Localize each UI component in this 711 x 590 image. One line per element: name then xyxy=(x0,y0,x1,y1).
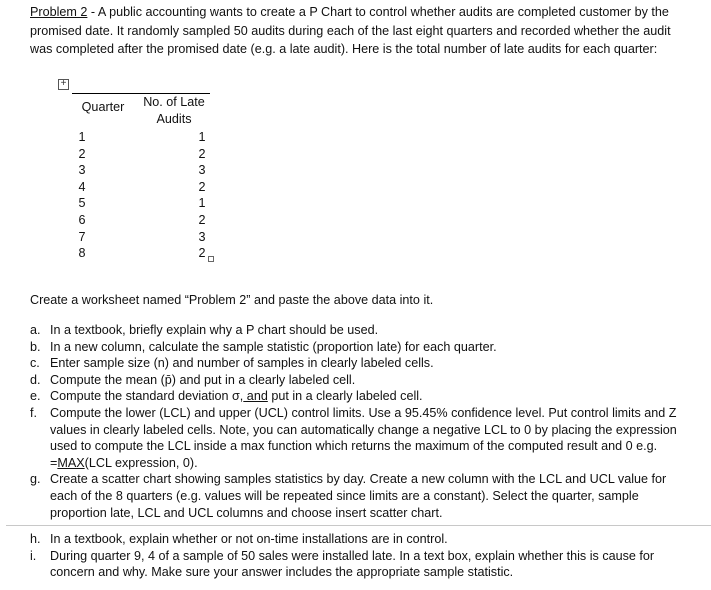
instruction-text: Create a worksheet named “Problem 2” and paste the above data into it. xyxy=(30,293,434,307)
table-cell-quarter: 2 xyxy=(78,146,86,161)
table-cell-quarter: 5 xyxy=(78,196,86,211)
table-cell-quarter: 7 xyxy=(78,229,86,244)
task-list xyxy=(30,322,690,521)
list-item-label: h. xyxy=(30,532,41,546)
list-item-label: g. xyxy=(30,472,41,487)
table-cell-late: 3 xyxy=(198,229,206,244)
list-item-text: Enter sample size (n) and number of samples in clearly labeled cells. xyxy=(50,356,434,371)
list-item-text: Compute the mean (p̄) and put in a clearly labeled cell. xyxy=(50,372,356,387)
list-item xyxy=(30,372,690,389)
late-audits-header-line1: No. of Late xyxy=(143,95,205,109)
table-resize-handle[interactable] xyxy=(208,256,214,262)
list-item-label: f. xyxy=(30,405,37,420)
list-item-label: e. xyxy=(30,389,41,404)
table-cell-quarter: 1 xyxy=(78,130,86,144)
list-item-label: a. xyxy=(30,323,41,337)
list-item xyxy=(30,339,690,356)
late-audits-column-header xyxy=(134,94,214,127)
list-item-text: In a textbook, explain whether or not on-time installations are in control. xyxy=(50,532,448,546)
problem-intro: - A public accounting wants to create a P Chart to control whether audits are completed customer by the promised date. It randomly sampled 50 audits during each of the last eight quarters and recorded whether the audit was completed after the promised date (e.g. a late audit). Here is the total number of late audits for each quarter: xyxy=(30,5,671,57)
list-item xyxy=(30,355,690,372)
task-list-continued xyxy=(30,531,690,581)
table-cell-quarter: 6 xyxy=(78,212,86,227)
list-item-label: i. xyxy=(30,548,37,563)
list-item-text: Create a scatter chart showing samples statistics by day. Create a new column with the LCL and UCL value for each of the 8 quarters (e.g. values will be repeated since limits are a constant). Select the quarter, sample proportion late, LCL and UCL columns and choose insert scatter chart. xyxy=(50,472,667,520)
max-function-link: MAX xyxy=(57,455,85,470)
list-item xyxy=(30,405,690,471)
quarter-column-header: Quarter xyxy=(81,100,125,114)
table-cell-quarter: 4 xyxy=(78,179,86,194)
list-item-text-after: (LCL expression, 0). xyxy=(84,455,198,470)
list-item-text: In a new column, calculate the sample statistic (proportion late) for each quarter. xyxy=(50,339,497,354)
list-item-label: d. xyxy=(30,372,41,387)
list-item xyxy=(30,548,690,581)
list-item xyxy=(30,388,690,405)
late-audits-column xyxy=(196,129,208,262)
list-item xyxy=(30,322,690,339)
page-break-divider xyxy=(6,525,711,526)
sigma-symbol: σ, xyxy=(232,389,244,404)
quarter-column xyxy=(76,129,88,262)
list-item-text: Compute the standard deviation xyxy=(50,389,233,404)
list-item-text: Compute the lower (LCL) and upper (UCL) control limits. Use a 95.45% confidence level. Put control limits and Z values in clearly labeled cells. Note, you can automatically change a negative LCL to 0 by placing the expression used to compute the LCL inside a max function which returns the maximum of the computed result and 0 e.g. = xyxy=(50,405,677,470)
table-cell-quarter: 8 xyxy=(78,246,86,261)
underlined-text: and xyxy=(243,389,268,404)
problem-heading: Problem 2 xyxy=(30,5,88,19)
list-item-label: b. xyxy=(30,339,41,354)
late-audits-header-line2: Audits xyxy=(156,111,192,126)
list-item-text: In a textbook, briefly explain why a P chart should be used. xyxy=(50,323,379,337)
table-move-handle-icon[interactable]: + xyxy=(58,79,69,90)
list-item xyxy=(30,531,690,548)
problem-paragraph xyxy=(30,3,690,59)
table-cell-late: 2 xyxy=(198,246,206,261)
list-item-text-after: put in a clearly labeled cell. xyxy=(267,389,423,404)
table-cell-late: 1 xyxy=(198,130,206,144)
table-cell-late: 2 xyxy=(198,212,206,227)
list-item-label: c. xyxy=(30,356,40,371)
list-item xyxy=(30,471,690,521)
table-cell-late: 1 xyxy=(198,196,206,211)
table-cell-late: 2 xyxy=(198,146,206,161)
table-cell-late: 3 xyxy=(198,163,206,178)
table-cell-late: 2 xyxy=(198,179,206,194)
table-cell-quarter: 3 xyxy=(78,163,86,178)
list-item-text: During quarter 9, 4 of a sample of 50 sales were installed late. In a text box, explain whether this is cause for concern and why. Make sure your answer includes the appropriate sample statistic. xyxy=(50,548,655,580)
